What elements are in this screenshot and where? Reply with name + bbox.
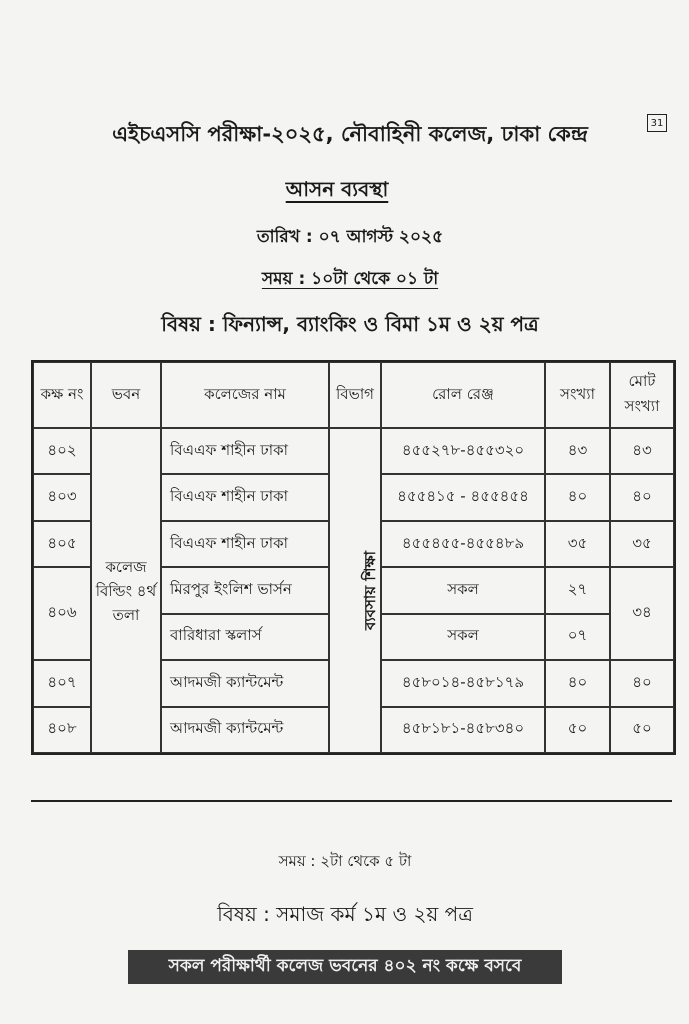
room-cell: ৪০৫: [33, 521, 91, 567]
total-cell: ৩৫: [610, 521, 674, 567]
department-cell: [329, 428, 381, 753]
count-cell: ৪০: [545, 474, 610, 520]
roll-range-cell: ৪৫৫৪১৫ - ৪৫৫৪৫৪: [381, 474, 545, 520]
count-cell: ৫০: [545, 707, 610, 753]
header-count: সংখ্যা: [545, 362, 610, 428]
roll-range-cell: ৪৫৮০১৪-৪৫৮১৭৯: [381, 660, 545, 706]
section-divider: [31, 800, 672, 802]
room-cell: ৪০৬: [33, 567, 91, 660]
header-college: কলেজের নাম: [161, 362, 329, 428]
header-total: মোট সংখ্যা: [610, 362, 674, 428]
college-cell: আদমজী ক্যান্টমেন্ট: [161, 660, 329, 706]
second-exam-subject: বিষয় : সমাজ কর্ম ১ম ও ২য় পত্র: [217, 902, 473, 926]
header-building: ভবন: [91, 362, 161, 428]
exam-date: তারিখ : ০৭ আগস্ট ২০২৫: [256, 227, 444, 247]
college-cell: বিএএফ শাহীন ঢাকা: [161, 428, 329, 474]
room-cell: ৪০৭: [33, 660, 91, 706]
table-row: [33, 428, 674, 474]
roll-range-cell: সকল: [381, 567, 545, 613]
room-cell: ৪০৩: [33, 474, 91, 520]
count-cell: ২৭: [545, 567, 610, 613]
college-cell: বারিধারা স্কলার্স: [161, 614, 329, 660]
roll-range-cell: ৪৫৫৪৫৫-৪৫৫৪৮৯: [381, 521, 545, 567]
total-cell: ৪০: [610, 660, 674, 706]
roll-range-cell: ৪৫৮১৮১-৪৫৮৩৪০: [381, 707, 545, 753]
college-cell: বিএএফ শাহীন ঢাকা: [161, 521, 329, 567]
count-cell: ৪৩: [545, 428, 610, 474]
seat-plan-table: [31, 360, 676, 755]
building-cell: কলেজ বিল্ডিং ৪র্থ তলা: [91, 428, 161, 753]
roll-range-cell: ৪৫৫২৭৮-৪৫৫৩২০: [381, 428, 545, 474]
second-exam-time: সময় : ২টা থেকে ৫ টা: [278, 852, 412, 870]
page-number: 31: [647, 114, 667, 132]
total-cell: ৪৩: [610, 428, 674, 474]
exam-time: সময় : ১০টা থেকে ০১ টা: [261, 269, 439, 289]
room-cell: ৪০৮: [33, 707, 91, 753]
table-header-row: [33, 362, 674, 428]
header-department: বিভাগ: [329, 362, 381, 428]
college-cell: বিএএফ শাহীন ঢাকা: [161, 474, 329, 520]
total-cell: ৫০: [610, 707, 674, 753]
header-room: কক্ষ নং: [33, 362, 91, 428]
count-cell: ৩৫: [545, 521, 610, 567]
college-cell: মিরপুর ইংলিশ ভার্সন: [161, 567, 329, 613]
college-cell: আদমজী ক্যান্টমেন্ট: [161, 707, 329, 753]
count-cell: ৪০: [545, 660, 610, 706]
count-cell: ০৭: [545, 614, 610, 660]
total-cell: ৪০: [610, 474, 674, 520]
exam-subject: বিষয় : ফিন্যান্স, ব্যাংকিং ও বিমা ১ম ও ২য় পত্র: [161, 312, 539, 336]
exam-title: এইচএসসি পরীক্ষা-২০২৫, নৌবাহিনী কলেজ, ঢাকা কেন্দ্র: [112, 122, 588, 146]
header-roll-range: রোল রেঞ্জ: [381, 362, 545, 428]
room-cell: ৪০২: [33, 428, 91, 474]
total-cell: ৩৪: [610, 567, 674, 660]
seating-notice: সকল পরীক্ষার্থী কলেজ ভবনের ৪০২ নং কক্ষে বসবে: [128, 950, 562, 984]
roll-range-cell: সকল: [381, 614, 545, 660]
department-label: ব্যবসায় শিক্ষা: [361, 550, 380, 631]
seat-arrangement-heading: আসন ব্যবস্থা: [285, 177, 389, 201]
